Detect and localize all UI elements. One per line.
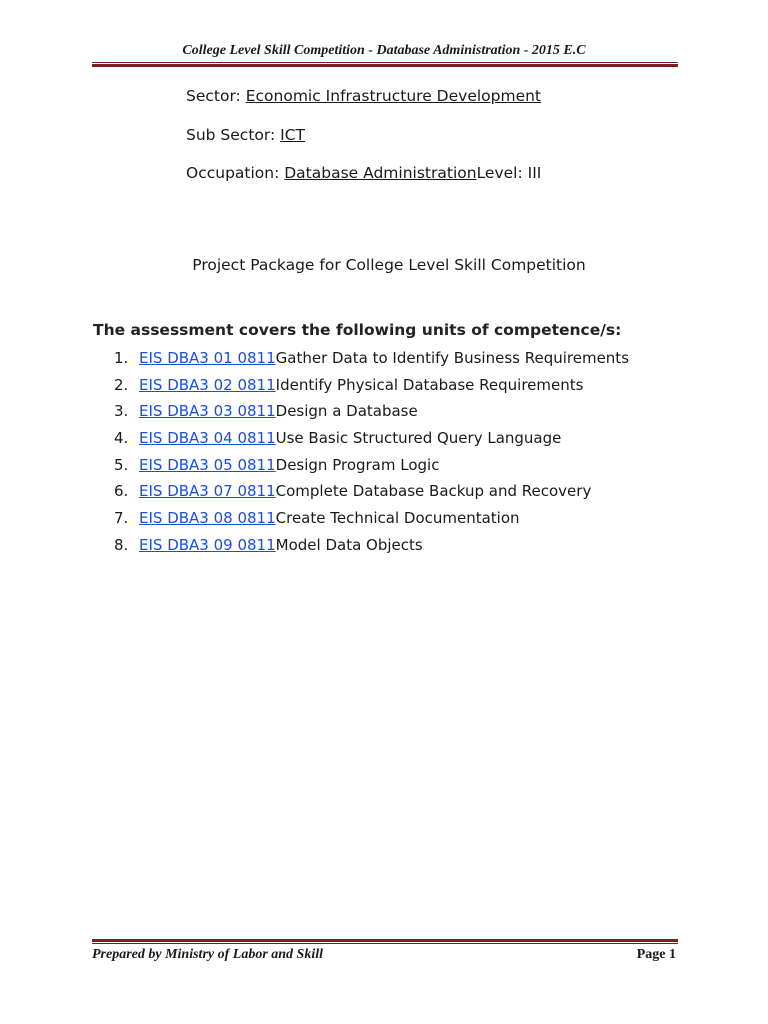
list-number: 7. — [114, 509, 129, 528]
footer-prepared-by: Prepared by Ministry of Labor and Skill — [92, 947, 324, 962]
unit-title: Create Technical Documentation — [275, 509, 520, 528]
list-item — [114, 346, 629, 373]
unit-title: Design Program Logic — [275, 455, 440, 474]
level-text: Level: III — [476, 164, 542, 182]
unit-title: Gather Data to Identify Business Requirements — [275, 349, 630, 367]
list-number: 5. — [114, 455, 129, 474]
sub-sector-line — [186, 126, 305, 144]
unit-code-link[interactable]: EIS DBA3 07 0811 — [139, 482, 276, 501]
sub-sector-label: Sub Sector: — [186, 126, 281, 144]
unit-title: Complete Database Backup and Recovery — [275, 482, 592, 501]
list-number: 3. — [114, 402, 129, 421]
unit-list — [114, 346, 629, 560]
package-title: Project Package for College Level Skill Competition — [192, 256, 586, 274]
unit-code-link[interactable]: EIS DBA3 01 0811 — [139, 349, 276, 367]
list-item — [114, 426, 629, 453]
unit-code-link[interactable]: EIS DBA3 04 0811 — [139, 429, 276, 448]
sector-value: Economic Infrastructure Development — [245, 87, 542, 105]
unit-title: Identify Physical Database Requirements — [275, 375, 584, 394]
list-number: 8. — [114, 535, 129, 554]
unit-code-link[interactable]: EIS DBA3 02 0811 — [139, 375, 276, 394]
footer-page-number: Page 1 — [636, 947, 676, 962]
footer-rule-thick — [92, 939, 678, 942]
list-item — [114, 506, 629, 533]
list-item — [114, 453, 629, 480]
occupation-value: Database Administration — [284, 164, 477, 182]
list-number: 6. — [114, 482, 129, 501]
header-rule-thick — [92, 64, 678, 67]
unit-code-link[interactable]: EIS DBA3 05 0811 — [139, 455, 276, 474]
sub-sector-value: ICT — [280, 126, 306, 144]
sector-line — [186, 87, 541, 105]
occupation-label: Occupation: — [186, 164, 285, 182]
list-number: 4. — [114, 429, 129, 448]
list-item — [114, 399, 629, 426]
footer-rule-thin — [92, 943, 678, 944]
unit-title: Design a Database — [275, 402, 418, 421]
header-title: College Level Skill Competition - Database Administration - 2015 E.C — [182, 43, 586, 58]
unit-code-link[interactable]: EIS DBA3 03 0811 — [139, 402, 276, 421]
list-number: 1. — [114, 349, 129, 367]
list-item — [114, 373, 629, 400]
unit-code-link[interactable]: EIS DBA3 09 0811 — [139, 535, 276, 554]
assessment-heading: The assessment covers the following units of competence/s: — [93, 321, 622, 339]
unit-code-link[interactable]: EIS DBA3 08 0811 — [139, 509, 276, 528]
list-item — [114, 533, 629, 560]
header-rule-thin — [92, 62, 678, 63]
list-item — [114, 479, 629, 506]
occupation-line — [186, 164, 541, 182]
list-number: 2. — [114, 375, 129, 394]
sector-label: Sector: — [186, 87, 246, 105]
unit-title: Use Basic Structured Query Language — [275, 429, 562, 448]
unit-title: Model Data Objects — [275, 535, 423, 554]
